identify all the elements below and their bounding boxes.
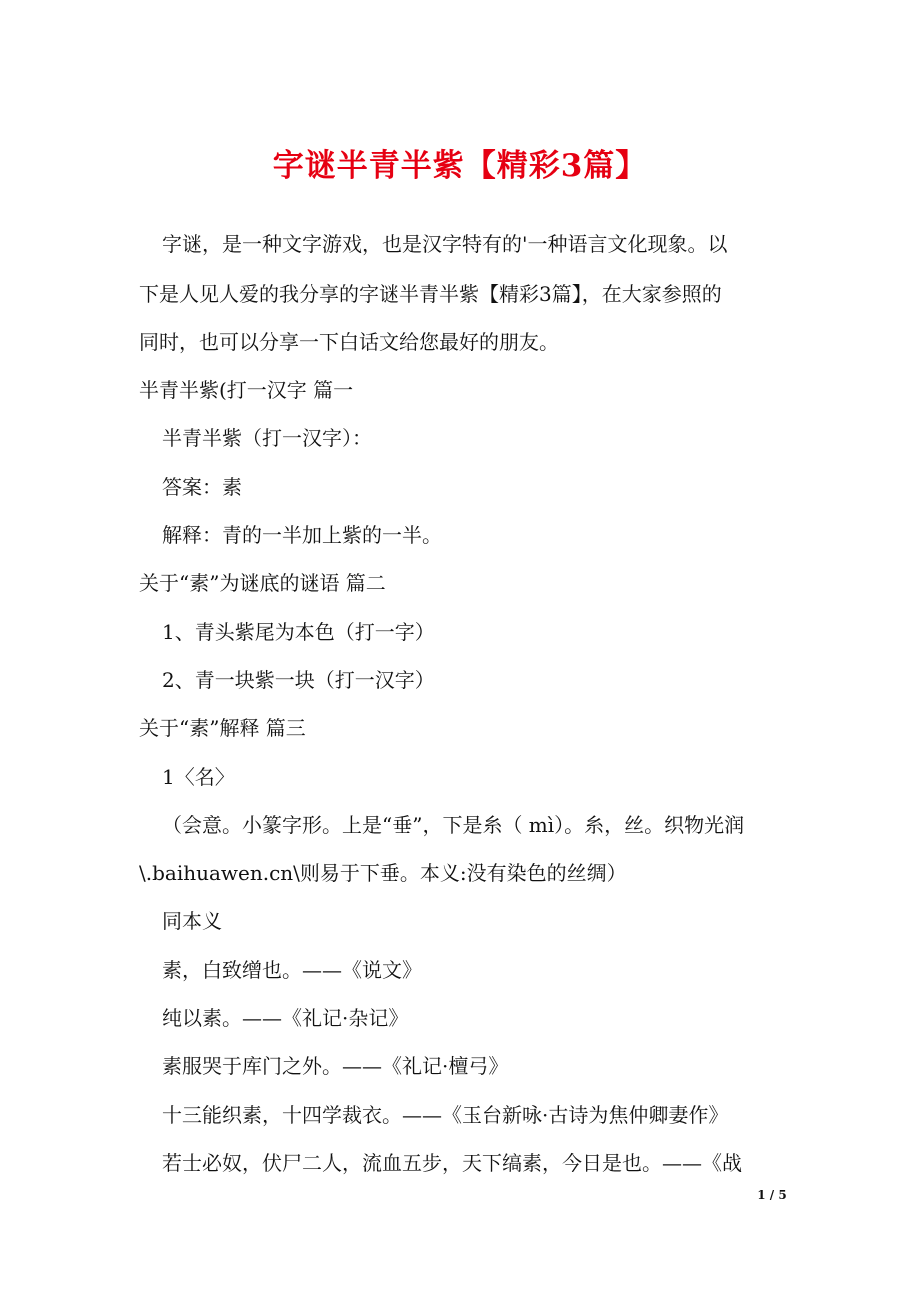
quote-line: 若士必奴，伏尸二人，流血五步，天下缟素，今日是也。——《战 — [162, 1151, 742, 1175]
explanation-line: 解释：青的一半加上紫的一半。 — [162, 523, 442, 547]
intro-line-2: 下是人见人爱的我分享的字谜半青半紫【精彩3篇】，在大家参照的 — [139, 282, 722, 306]
answer-line: 答案：素 — [162, 475, 242, 499]
paragraph-line: 半青半紫（打一汉字）： — [162, 426, 372, 450]
riddle-item-1: 1、青头紫尾为本色（打一字） — [162, 620, 435, 644]
intro-line-3: 同时，也可以分享一下白话文给您最好的朋友。 — [139, 330, 559, 354]
paragraph-line: 1〈名〉 — [162, 765, 235, 789]
paragraph-line: \.baihuawen.cn\则易于下垂。本义:没有染色的丝绸） — [139, 861, 627, 885]
quote-line: 素服哭于库门之外。——《礼记·檀弓》 — [162, 1054, 509, 1078]
quote-line: 纯以素。——《礼记·杂记》 — [162, 1006, 409, 1030]
riddle-item-2: 2、青一块紫一块（打一汉字） — [162, 668, 435, 692]
quote-line: 十三能织素，十四学裁衣。——《玉台新咏·古诗为焦仲卿妻作》 — [162, 1103, 729, 1127]
quote-line: 素，白致缯也。——《说文》 — [162, 958, 422, 982]
paragraph-line: 同本义 — [162, 909, 222, 933]
section-heading-1: 半青半紫(打一汉字 篇一 — [139, 378, 354, 402]
section-heading-2: 关于“素”为谜底的谜语 篇二 — [139, 571, 386, 595]
intro-line-1: 字谜，是一种文字游戏，也是汉字特有的'一种语言文化现象。以 — [162, 232, 728, 256]
paragraph-line: （会意。小篆字形。上是“垂”，下是糸（ mì）。糸，丝。织物光润 — [162, 813, 745, 837]
page-number: 1 / 5 — [757, 1188, 787, 1202]
section-heading-3: 关于“素”解释 篇三 — [139, 716, 306, 740]
document-title: 字谜半青半紫【精彩3篇】 — [272, 148, 648, 184]
